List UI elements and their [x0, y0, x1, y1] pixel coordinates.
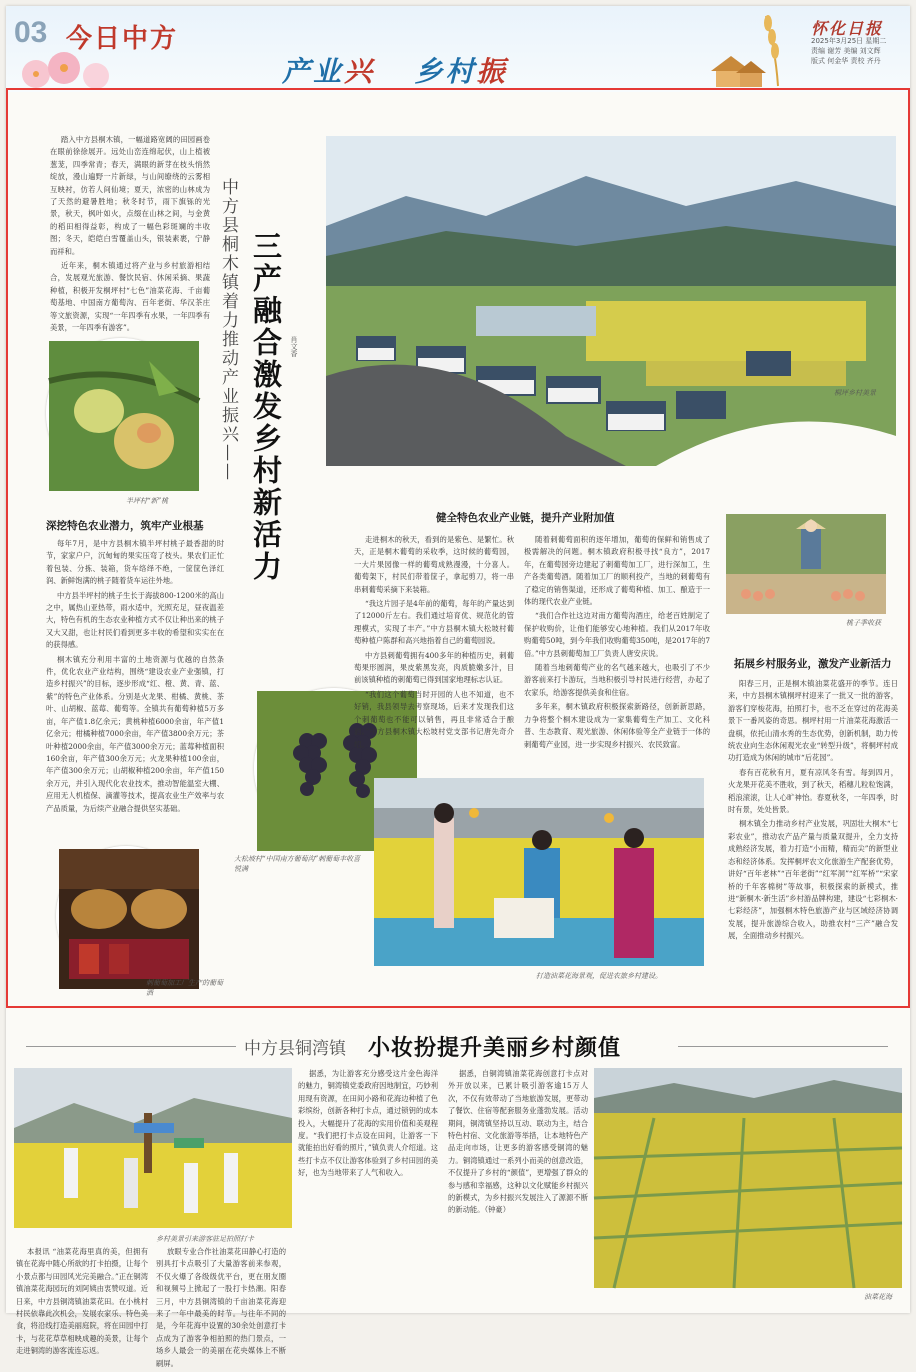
paragraph: 春有百花秋有月，夏有凉风冬有雪。每到四月，火龙果开花美不胜收，到了秋天，稻穗儿粒粒饱满，稻浪滚滚，让人心旷神怡。春夏秋冬，一年四季，时时有景，处处皆景。 [728, 767, 898, 815]
section-title: 今日中方 [66, 24, 179, 54]
peach-photo-caption: 半坪村“新”桃 [126, 497, 169, 505]
article-subtitle: 中方县桐木镇着力推动产业振兴—— [218, 178, 238, 482]
divider-left [26, 1046, 236, 1047]
section2-heading: 健全特色农业产业链，提升产业附加值 [436, 512, 615, 524]
paragraph: 本报讯 “油菜花海里真的美，但拥有镇在花海中随心所欲的打卡拍摄，让每个小景点都与田园风光完美融合。”正在铜湾镇油菜花海园玩的刘阿姨由衷赞叹道。近日来，中方县铜湾镇油菜花田。在小桃村村民依靠此次机会，发展农家乐、特色美食，将沿线打造美丽庭院，将在田园中打卡，与花花草草相映成趣的美景，让每个走进铜湾的游客流连忘返。 [16, 1247, 148, 1356]
checkin-photo [14, 1068, 292, 1228]
rapeseed-field-image [594, 1068, 902, 1288]
flower-girls-caption: 打造油菜花海景观，促进农旅乡村建设。 [536, 972, 662, 980]
paragraph: 每年7月，是中方县桐木镇半坪村桃子最香甜的时节，家家户户，沉甸甸的果实压弯了枝头。果农们正忙着包装、分拣、装箱，货车络绎不绝，一筐筐色泽红润、新鲜饱满的桃子随着货车运往外地。 [46, 539, 224, 586]
section3-heading: 拓展乡村服务业，激发产业新活力 [734, 658, 892, 670]
issue-date: 2025年3月25日 星期二 [811, 37, 887, 45]
wine-photo [56, 846, 196, 986]
slogan-part: 兴 [344, 55, 376, 88]
peach-image [49, 341, 199, 491]
second-text-col2 [156, 1246, 286, 1372]
paragraph: 中方县半坪村的桃子生长于海拔800-1200米的高山之中，属热山亚热带，雨水适中，光照充足，昼夜温差大，特色有机的生态农业种植方式不仅让种出来的桃子又大又甜，也让村民们看到更多丰收的希望和实实在在的获得感。 [46, 590, 224, 650]
slogan-part: 产业 [282, 55, 345, 88]
wine-barrels-image [59, 849, 199, 989]
paragraph: 随着刺葡萄面积的逐年增加，葡萄的保鲜和销售成了极需解决的问题。桐木镇政府积极寻找“良方”，2017年，在葡萄园旁边建起了刺葡萄加工厂，进行深加工，生产各类葡萄酒。随着加工厂的顺利投产，当地的刺葡萄有了稳定的销售渠道，还形成了葡萄种植、加工、酿造于一体的现代农业产业链。 [524, 535, 710, 607]
slogan-part: 乡村 [414, 55, 477, 88]
checkin-image [14, 1068, 292, 1228]
paragraph: 中方县刺葡萄拥有400多年的种植历史，刺葡萄果形圆润，果皮紫黑发亮，肉质脆嫩多汁，目前该镇种植的刺葡萄已得到国家地理标志认证。 [354, 650, 514, 685]
market-photo-caption: 桃子季收获 [846, 619, 881, 627]
paragraph: 踏入中方县桐木镇，一幅道路宽阔的田园画卷在眼前徐徐展开。远处山峦连绵起伏，山上植被葱茏，四季常青；春天，满眼的新芽在枝头悄然绽放，漫山遍野一片新绿，与山间缭绕的云雾相互映衬，仿若人间仙境；夏天，浓密的山林成为了天然的避暑胜地；秋冬时节，雨下旗铄的光景，秋天，枫叶如火，点缀在山林之间，与金黄的稻田相得益彰，构成了一幅色彩斑斓的丰收图；冬天，皑皑白雪覆盖山头，银装素裹，宁静而祥和。 [50, 135, 210, 256]
editor-line: 责编 谢芳 美编 刘文辉 [811, 47, 881, 55]
paragraph: 随着当地刺葡萄产业的名气越来越大，也吸引了不少游客前来打卡游玩，当地积极引导村民进行经营，办起了农家乐，给游客提供美食和住宿。 [524, 663, 710, 697]
second-text-col4 [448, 1068, 588, 1219]
paragraph: “我们这个葡萄当时开园的人也不知道，也不好销，我县领导去考察现场，后来才发现我们这个刺葡萄也不能可以销售，再且非常适合于酿酒。”中方县桐木镇大松坡村党支部书记唐先奇介绍。 [354, 689, 514, 749]
paragraph: 据悉，自铜湾镇油菜花海创意打卡点对外开放以来，已累计吸引游客逾15万人次，不仅有效带动了当地旅游发展，更带动了餐饮、住宿等配套服务业蓬勃发展。活动期间，铜湾镇坚持以互动、联动为主，结合特色村宿、文化旅游等举措，让本地特色产品走向市场，让更多的游客感受铜湾的魅力。铜湾镇通过一系列小而美的创意改造，不仅提升了乡村的“颜值”，更增强了群众的参与感和幸福感，这种以文化赋能乡村振兴的新模式，为乡村振兴发展注入了源源不断的新动能。（钟豪） [448, 1069, 588, 1215]
section1-heading: 深挖特色农业潜力，筑牢产业根基 [46, 520, 204, 532]
paragraph: 走进桐木的秋天，看到的是紫色、是繁忙。秋天，正是桐木葡萄的采收季，这时候的葡萄园，一大片果园像一样的葡萄成熟漫漫，十分喜人。葡萄架下，村民们带着筐子，拿起剪刀，将一串串刺葡萄采摘下来装箱。 [354, 535, 514, 594]
paragraph: 桐木镇全力推动乡村产业发展，巩固壮大桐木“七彩农业”，推动农产品产量与质量双提升，全力支持成熟经济发展，着力打造“小而精，精而尖”的新型业态和经济体系。发挥桐坪农文化旅游生产配套优势，讲好“百年老林”“百年老街”“红军洞”“红军桥”“宋家桥的千年客棉树”等故事，积极探索的新模式，推进“新桐木·新生活”乡村游品牌构建，建设“七彩桐木·七彩经济”，加强桐木特色旅游产业与区域经济协调发展，提升旅游综合收入，助推农村“三产”融合发展，全面推动乡村振兴。 [728, 819, 898, 941]
grape-photo-caption: 大松坡村“中国南方葡萄沟”刺葡萄丰收喜悦满 [234, 855, 361, 873]
section2-text-right [524, 534, 710, 753]
section3-text [728, 678, 898, 945]
divider-right [678, 1046, 888, 1047]
section1-text [46, 538, 224, 817]
paragraph: 据悉，为让游客充分感受这片金色海洋的魅力，铜湾镇党委政府因地制宜，巧妙利用现有资源，在田间小路和花海边种植了色彩缤纷，创新各种打卡点，通过锁钥的成本投入，大幅提升了花海的实用价值和美观程度。“我们把打卡点设在田间，让游客一下就能拍出好看的照片，”镇负责人介绍道。这些打卡点不仅让游客体验到了乡村田园的美好，也为当地带来了人气和收入。 [298, 1069, 438, 1178]
article-title: 三产融合激发乡村新活力 [249, 231, 283, 583]
section2-text-left [354, 534, 514, 753]
village-photo [326, 136, 896, 466]
paragraph: “我这片园子是4年前的葡萄，每年的产量达到了12000斤左右。我们通过培育优、规范化的管理模式，实现了丰产。”中方县桐木镇大松坡村葡萄种植户陈群和高兴地指着自己的葡萄园说。 [354, 599, 514, 646]
checkin-caption: 乡村美景引来游客驻足拍照打卡 [156, 1235, 254, 1243]
peach-photo [46, 338, 196, 488]
village-photo-caption: 桐坪乡村美景 [834, 389, 876, 397]
paper-logo: 怀化日报 [811, 19, 884, 38]
page-slogan [282, 50, 508, 90]
page-number: 03 [14, 16, 48, 49]
market-image [726, 514, 886, 614]
paragraph: 近年来，桐木镇通过将产业与乡村旅游相结合，发展观光旅游、餐饮民宿、休闲采摘、果蔬种植，积极开发桐坪村“七色”油菜花海、千亩葡萄基地、中国南方葡萄沟、百年老街、华汉茶庄等文旅资源，实现“一年四季有水果，一年四季有美景，一年四季有游客”。 [50, 261, 210, 333]
paragraph: 桐木镇充分利用丰富的土地资源与优越的自然条件，优化农业产业结构，围绕“建设农业产业强镇，打造乡村振兴”的目标，逐步形成“红、橙、黄、青、蓝、紫”的特色产业体系。分别是火龙果、柑橘、黄桃、茶叶、山胡椒、蓝莓、葡萄等。全镇共有葡萄种植5万多亩，年产值1.8亿余元；黄桃种植6000余亩，年产值1亿余元；柑橘种植7000余亩，年产值3800余万元；茶叶种植2000余亩，年产值3000余万元；蓝莓种植面积160余亩，年产值300余万元；火龙果种植100余亩，年产值300余万元；山胡椒种植200余亩，年产值150余万元，并引入现代化农业技术，推动智能温室大棚、应用无人机植保、滴灌等技术，提高农业生产效率与农产品质量，为后续产业融合提供坚实基础。 [46, 654, 224, 813]
paragraph: 多年来，桐木镇政府积极探索新路径，创新新思路，力争将整个桐木建设成为一家集葡萄生产加工、文化科普、生态教育、观光旅游、休闲体验等全产业链于一体的刺葡萄产业园，进一步实现乡村振兴、农民致富。 [524, 702, 710, 749]
second-article-subtitle: 中方县铜湾镇 [244, 1039, 346, 1059]
flower-field-image [374, 778, 704, 966]
article-byline: 肖文香 [290, 336, 298, 357]
harvest-house-icon [706, 11, 806, 91]
slogan-part: 振 [476, 55, 508, 88]
rapeseed-field-caption: 油菜花海 [864, 1293, 892, 1301]
paragraph: 放眼专业合作社油菜花田静心打造的别具打卡点吸引了大量游客前来参观，不仅火爆了各级级优平台，更在朋友圈和视频号上掀起了一股打卡热潮。阳春三月，中方县铜湾镇的千亩油菜花海迎来了一年中最美的时节。与往年不同的是，今年花海中设置的30余处创意打卡点成为了游客争相拍照的热门景点，一场乡人最会一的美丽在花央媒体上不断刷屏。 [156, 1247, 286, 1368]
rapeseed-field-photo [594, 1068, 902, 1288]
masthead-meta [811, 36, 907, 66]
masthead [6, 6, 910, 92]
wine-photo-caption: 刺葡萄加工厂生产的葡萄酒 [146, 979, 223, 997]
second-text-col3 [298, 1068, 438, 1182]
second-text-col1 [16, 1246, 148, 1360]
newspaper-page [6, 6, 910, 1368]
peach-market-photo [726, 514, 886, 614]
paragraph: 阳春三月，正是桐木镇油菜花盛开的季节。连日来，中方县桐木镇桐坪村迎来了一批又一批的游客，游客们穿梭花海，拍照打卡，也不乏在穿过的花海美景下一番风姿的奇思。桐坪村用一片油菜花海激活一盘棋，依托山清水秀的生态优势，创新机制，助力传统农业向生态休闲观光农业“转型升级”，将桐坪村成功打造成为休闲的城市“后花园”。 [728, 679, 898, 763]
village-landscape-image [326, 136, 896, 466]
proof-line: 版式 何金华 责校 齐丹 [811, 57, 881, 65]
second-article-title: 小妆扮提升美丽乡村颜值 [368, 1035, 622, 1061]
paragraph: “我们合作社这边对南方葡萄沟酒庄，给老百姓制定了保护收购价，让他们能够安心地种植。我们从2017年收购葡萄50吨，到今年我们收购葡萄350吨，是2017年的7倍。”中方县刺葡萄加工厂负责人唐安庆说。 [524, 611, 710, 658]
flower-girls-photo [374, 778, 704, 966]
intro-text [50, 134, 210, 337]
